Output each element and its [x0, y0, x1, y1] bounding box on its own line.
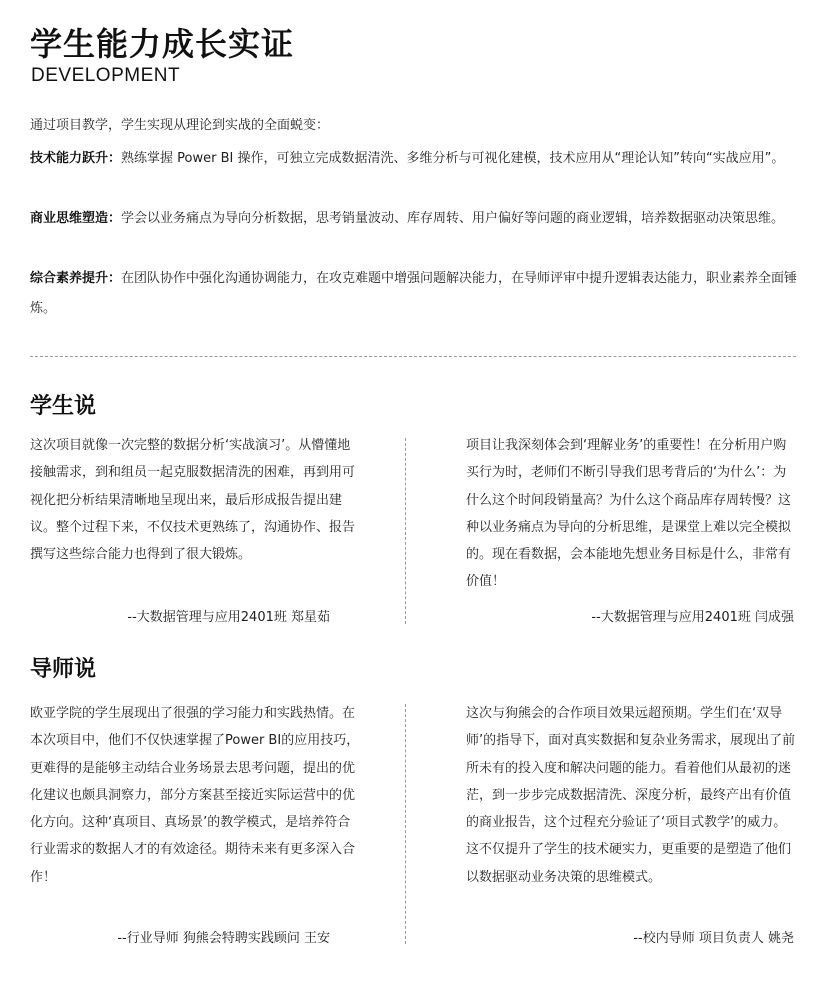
- point-literacy: [30, 264, 798, 324]
- point-technical: [30, 144, 798, 174]
- page-subtitle: DEVELOPMENT: [31, 65, 181, 86]
- student-signature-left: --大数据管理与应用2401班 郑星茹: [127, 610, 330, 625]
- mentor-quote-left: 欧亚学院的学生展现出了很强的学习能力和实践热情。在本次项目中，他们不仅快速掌握了Power BI的应用技巧，更难得的是能够主动结合业务场景去思考问题，提出的优化建议也颇具洞察力，部分方案甚至接近实际运营中的优化方向。这种‘真项目、真场景’的教学模式，是培养符合行业需求的数据人才的有效途径。期待未来有更多深入合作！: [30, 706, 360, 885]
- point-text: 熟练掌握 Power BI 操作，可独立完成数据清洗、多维分析与可视化建模，技术应用从“理论认知”转向“实战应用”。: [121, 151, 785, 166]
- page-title: 学生能力成长实证: [30, 25, 295, 63]
- mentors-section-title: 导师说: [30, 657, 97, 682]
- students-section-title: 学生说: [30, 394, 97, 419]
- mentor-signature-right: --校内导师 项目负责人 姚尧: [633, 931, 794, 946]
- column-divider: [405, 704, 406, 944]
- intro-text: 通过项目教学，学生实现从理论到实战的全面蜕变：: [30, 118, 330, 133]
- student-quote-right: 项目让我深刻体会到‘理解业务’的重要性！在分析用户购买行为时，老师们不断引导我们思考背后的‘为什么’：为什么这个时间段销量高？为什么这个商品库存周转慢？这种以业务痛点为导向的分析思维，是课堂上难以完全模拟的。现在看数据，会本能地先想业务目标是什么，非常有价值！: [466, 438, 792, 590]
- point-text: 学会以业务痛点为导向分析数据，思考销量波动、库存周转、用户偏好等问题的商业逻辑，培养数据驱动决策思维。: [121, 211, 785, 226]
- point-label: 商业思维塑造：: [30, 211, 122, 226]
- point-text: 在团队协作中强化沟通协调能力，在攻克难题中增强问题解决能力，在导师评审中提升逻辑表达能力，职业素养全面锤炼。: [30, 271, 798, 316]
- point-label: 综合素养提升：: [30, 271, 122, 286]
- section-divider: [30, 356, 796, 357]
- student-quote-left: 这次项目就像一次完整的数据分析‘实战演习’。从懵懂地接触需求，到和组员一起克服数据清洗的困难，再到用可视化把分析结果清晰地呈现出来，最后形成报告提出建议。整个过程下来，不仅技术更熟练了，沟通协作、报告撰写这些综合能力也得到了很大锻炼。: [30, 438, 356, 563]
- column-divider: [405, 438, 406, 624]
- point-label: 技术能力跃升：: [30, 151, 122, 166]
- mentor-quote-right: 这次与狗熊会的合作项目效果远超预期。学生们在‘双导师’的指导下，面对真实数据和复杂业务需求，展现出了前所未有的投入度和解决问题的能力。看着他们从最初的迷茫，到一步步完成数据清洗、深度分析，最终产出有价值的商业报告，这个过程充分验证了‘项目式教学’的威力。这不仅提升了学生的技术硬实力，更重要的是塑造了他们以数据驱动业务决策的思维模式。: [466, 706, 796, 885]
- student-signature-right: --大数据管理与应用2401班 闫成强: [591, 610, 794, 625]
- point-business: [30, 204, 798, 234]
- mentor-signature-left: --行业导师 狗熊会特聘实践顾问 王安: [117, 931, 330, 946]
